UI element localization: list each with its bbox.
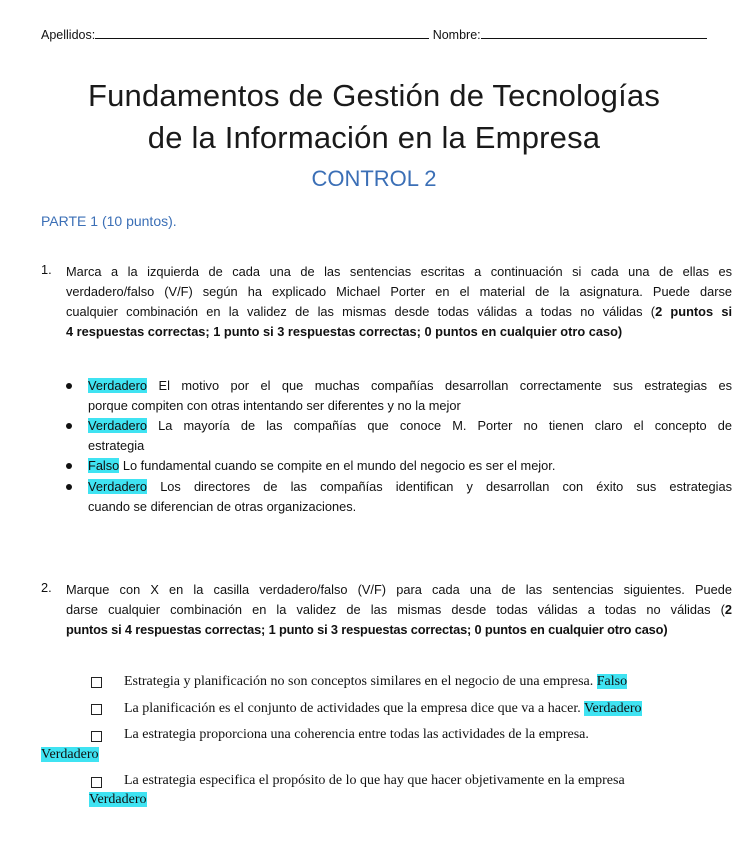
q2-item-4-text: La estrategia especifica el propósito de lo que hay que hacer objetivamente en la empresa	[124, 773, 625, 788]
item-text: Estrategia y planificación no son conceptos similares en el negocio de una empresa.	[124, 674, 594, 689]
question-1-line-text: cualquier combinación en la validez de las mismas desde todas válidas a todas no válidas (	[66, 304, 656, 319]
question-2-line-text: darse cualquier combinación en la validez de las mismas desde todas válidas a todas no válidas (	[66, 602, 725, 617]
document-title-line1: Fundamentos de Gestión de Tecnologías	[87, 78, 661, 113]
question-2-line	[66, 600, 732, 620]
bullet-icon	[66, 484, 72, 490]
question-1-scoring: 4 respuestas correctas; 1 punto si 3 respuestas correctas; 0 puntos en cualquier otro caso)	[66, 324, 623, 339]
bullet-icon	[66, 463, 72, 469]
question-2-line: Marque con X en la casilla verdadero/falso (V/F) para cada una de las sentencias siguientes. Puede	[66, 582, 732, 597]
answer-mark: Verdadero	[89, 792, 147, 807]
answer-text: Lo fundamental cuando se compite en el mundo del negocio es ser el mejor.	[122, 458, 556, 473]
student-header	[41, 28, 707, 42]
part-heading: PARTE 1 (10 puntos).	[41, 213, 177, 229]
item-text: La planificación es el conjunto de actividades que la empresa dice que va a hacer.	[124, 701, 581, 716]
surname-label: Apellidos:	[41, 28, 96, 42]
answer-mark: Verdadero	[584, 701, 642, 716]
q2-item-4-mark	[89, 792, 147, 808]
name-blank[interactable]	[481, 28, 707, 39]
question-2-text	[66, 580, 732, 640]
answer-text: La mayoría de las compañías que conoce M. Porter no tienen claro el concepto de	[158, 418, 732, 433]
q1-answer-2	[88, 416, 732, 456]
q2-item-3-mark	[41, 747, 99, 763]
q2-item-2	[124, 701, 642, 717]
question-1-text	[66, 262, 732, 342]
checkbox[interactable]	[91, 777, 102, 788]
question-1-line	[66, 322, 732, 342]
question-2-line	[66, 620, 732, 640]
q2-item-3-text: La estrategia proporciona una coherencia entre todas las actividades de la empresa.	[124, 727, 589, 742]
answer-mark: Falso	[596, 674, 628, 689]
answer-mark: Verdadero	[88, 378, 148, 393]
question-1-line: verdadero/falso (V/F) según ha explicado Michael Porter en el material de la asignatura. Puede darse	[66, 284, 732, 299]
answer-mark: Verdadero	[88, 418, 148, 433]
question-1-line: Marca a la izquierda de cada una de las sentencias escritas a continuación si cada una de ellas es	[66, 264, 732, 279]
checkbox[interactable]	[91, 731, 102, 742]
question-2-scoring: puntos si 4 respuestas correctas; 1 punto si 3 respuestas correctas; 0 puntos en cualquier otro caso)	[66, 622, 668, 637]
answer-mark: Verdadero	[41, 747, 99, 762]
question-2-scoring: 2	[724, 602, 732, 617]
answer-text: cuando se diferencian de otras organizaciones.	[88, 499, 357, 514]
answer-text: Los directores de las compañías identifican y desarrollan con éxito sus estrategias	[160, 479, 732, 494]
q1-answer-3	[88, 456, 732, 476]
q2-item-1	[124, 674, 627, 690]
q1-answer-4	[88, 477, 732, 517]
answer-text: porque compiten con otras intentando ser diferentes y no la mejor	[88, 398, 461, 413]
document-title-line2: de la Información en la Empresa	[147, 120, 601, 155]
surname-blank[interactable]	[95, 28, 429, 39]
question-2-number: 2.	[41, 580, 52, 595]
answer-text: estrategia	[88, 438, 145, 453]
bullet-icon	[66, 423, 72, 429]
question-1-number: 1.	[41, 262, 52, 277]
document-subtitle: CONTROL 2	[311, 166, 437, 191]
checkbox[interactable]	[91, 704, 102, 715]
checkbox[interactable]	[91, 677, 102, 688]
q1-answer-1	[88, 376, 732, 416]
question-1-line	[66, 302, 732, 322]
bullet-icon	[66, 383, 72, 389]
answer-mark: Verdadero	[88, 479, 148, 494]
question-1-scoring: 2 puntos si	[655, 304, 733, 319]
name-label: Nombre:	[432, 28, 481, 42]
answer-text: El motivo por el que muchas compañías desarrollan correctamente sus estrategias es	[158, 378, 732, 393]
answer-mark: Falso	[88, 458, 120, 473]
